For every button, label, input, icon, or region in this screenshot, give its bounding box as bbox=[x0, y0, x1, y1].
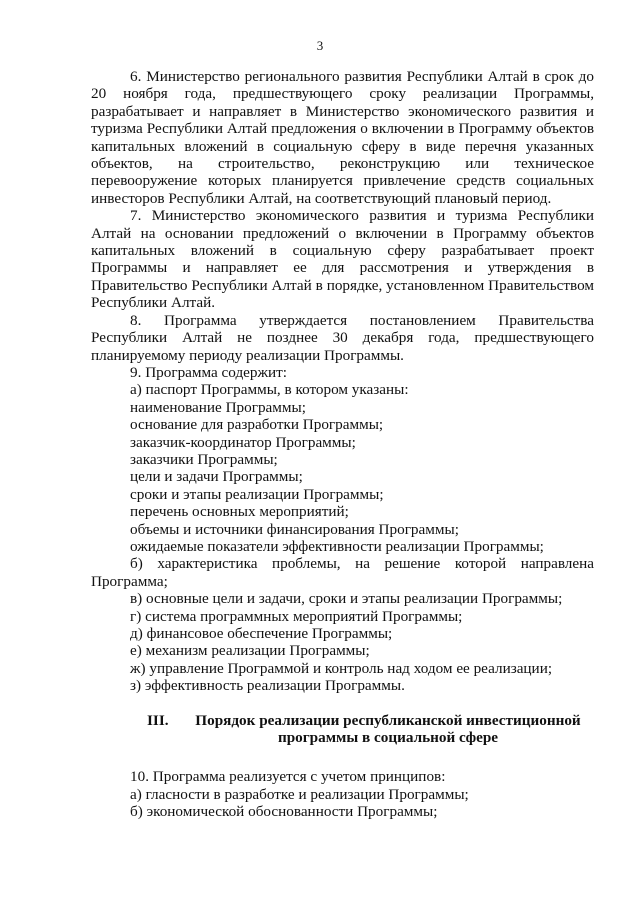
principle-item: б) экономической обоснованности Программы; bbox=[130, 803, 438, 821]
section-number: III. bbox=[147, 711, 169, 729]
contents-item: з) эффективность реализации Программы. bbox=[130, 677, 405, 695]
principles-list bbox=[91, 786, 594, 821]
passport-intro: а) паспорт Программы, в котором указаны: bbox=[130, 381, 409, 399]
passport-item: цели и задачи Программы; bbox=[130, 468, 303, 486]
contents-item: в) основные цели и задачи, сроки и этапы реализации Программы; bbox=[130, 590, 563, 608]
paragraph-10-intro: 10. Программа реализуется с учетом принципов: bbox=[130, 768, 446, 786]
contents-list bbox=[91, 590, 594, 694]
section-title-line: Порядок реализации республиканской инвестиционной bbox=[195, 711, 581, 729]
passport-item: объемы и источники финансирования Программы; bbox=[130, 520, 459, 538]
paragraph-6: 6. Министерство регионального развития Республики Алтай в срок до 20 ноября года, предшествующего сроку реализации Программы, разрабатывает и направляет в Министерство экономического развития и туризма Республики Алтай предложения о включении в Программу объектов капитальных вложений в социальную сферу в виде перечня указанных объектов, на строительство, реконструкцию или техническое перевооружение которых планируется привлечение средств социальных инвесторов Республики Алтай, на соответствующий плановый период. bbox=[91, 68, 594, 207]
section-heading bbox=[91, 712, 594, 747]
principle-item: а) гласности в разработке и реализации Программы; bbox=[130, 785, 469, 803]
page-number: 3 bbox=[316, 38, 324, 53]
item-b: б) характеристика проблемы, на решение которой направлена Программа; bbox=[91, 555, 594, 590]
passport-list bbox=[91, 399, 594, 556]
section-title-line: программы в социальной сфере bbox=[277, 729, 499, 747]
contents-item: ж) управление Программой и контроль над ходом ее реализации; bbox=[130, 659, 553, 677]
section-title bbox=[190, 712, 594, 747]
passport-item: основание для разработки Программы; bbox=[130, 416, 384, 434]
passport-item: заказчики Программы; bbox=[130, 450, 278, 468]
passport-item: сроки и этапы реализации Программы; bbox=[130, 485, 384, 503]
paragraph-9-intro: 9. Программа содержит: bbox=[130, 363, 287, 381]
contents-item: д) финансовое обеспечение Программы; bbox=[130, 625, 393, 642]
document-body bbox=[91, 68, 594, 821]
contents-item: г) система программных мероприятий Программы; bbox=[130, 607, 463, 625]
paragraph-7: 7. Министерство экономического развития и туризма Республики Алтай на основании предложений о включении в Программу объектов капитальных вложений в социальную сферу разрабатывает проект Программы и направляет ее для рассмотрения и утверждения в Правительство Республики Алтай в порядке, установленном Правительством Республики Алтай. bbox=[91, 207, 594, 312]
passport-item: наименование Программы; bbox=[130, 398, 306, 416]
paragraph-8: 8. Программа утверждается постановлением Правительства Республики Алтай не позднее 30 декабря года, предшествующего планируемому периоду реализации Программы. bbox=[91, 311, 594, 364]
passport-item: перечень основных мероприятий; bbox=[130, 503, 349, 521]
passport-item: ожидаемые показатели эффективности реализации Программы; bbox=[130, 537, 544, 555]
contents-item: е) механизм реализации Программы; bbox=[130, 642, 370, 660]
passport-item: заказчик-координатор Программы; bbox=[130, 433, 356, 451]
